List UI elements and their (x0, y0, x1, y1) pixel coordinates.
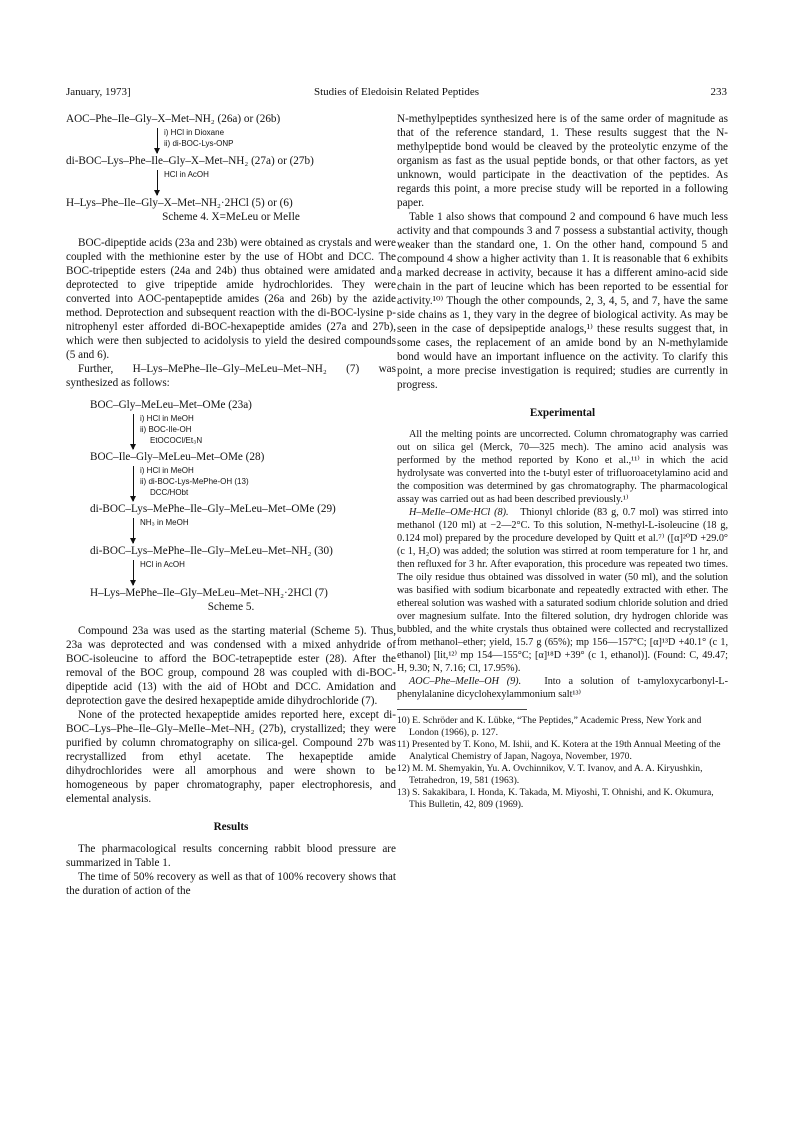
scheme5-reagent: HCl in AcOH (140, 560, 185, 569)
scheme4-reagent-1a: i) HCl in Dioxane (164, 128, 225, 137)
footnote: 11) Presented by T. Kono, M. Ishii, and K. Kotera at the 19th Annual Meeting of the Analytical Chemistry of Japan, Nagoya, November, 1970. (397, 739, 721, 762)
paragraph: None of the protected hexapeptide amides reported here, except di-BOC–Lys–Phe–Ile–Gly–MeIle–Met–NH₂ (27b), crystallized; they were purified by column chromatography on silica-gel. Compound 27b was recrystallized from ethyl acetate. The hexapeptide amide dihydrochlorides were all amorphous and were shown to be homogeneous by paper chromatography, paper electrophoresis, and elemental analysis. (66, 709, 396, 805)
scheme-4 (66, 112, 396, 224)
scheme4-compound-26: AOC–Phe–Ile–Gly–X–Met–NH₂ (26a) or (26b) (66, 113, 281, 125)
running-header (66, 86, 727, 102)
scheme4-reagent-1b: ii) di-BOC-Lys-ONP (164, 139, 234, 148)
scheme5-reagent: ii) di-BOC-Lys-MePhe-OH (13) (140, 477, 249, 486)
scheme4-reagent-2: HCl in AcOH (164, 170, 209, 179)
paragraph (397, 506, 728, 675)
header-date: January, 1973] (66, 86, 131, 98)
scheme4-arrow-1 (66, 126, 396, 154)
left-column (66, 112, 396, 898)
experimental-section (397, 428, 728, 701)
footnote: 12) M. M. Shemyakin, Yu. A. Ovchinnikov, V. T. Ivanov, and A. A. Kiryushkin, Tetrahedron, 19, 581 (1963). (397, 763, 703, 786)
scheme5-arrow-2 (66, 464, 396, 502)
results-heading: Results (213, 821, 249, 833)
scheme5-reagent: ii) BOC-Ile-OH (140, 425, 192, 434)
scheme4-arrow-2 (66, 168, 396, 196)
paragraph: Further, H–Lys–MePhe–Ile–Gly–MeLeu–Met–NH₂ (7) was synthesized as follows: (66, 363, 396, 389)
paragraph: Compound 23a was used as the starting material (Scheme 5). Thus, 23a was deprotected and was condensed with a mixed anhydride of BOC-isoleucine to afford the BOC-tetrapeptide ester (28). After the removal of the BOC group, compound 28 was coupled with di-BOC-dipeptide acid (13) with the aid of HObt and DCC. Amidation and deprotection gave the desired hexapeptide amide dihydrochloride (7). (66, 625, 396, 707)
paragraph (397, 675, 728, 701)
paragraph: Table 1 also shows that compound 2 and compound 6 have much less activity and that compounds 3 and 7 possess a substantial activity, though weaker than the standard one, 1. On the other hand, compound 5 and compound 4 show a higher activity than 1. It is reasonable that 6 exhibits a marked decrease in activity, because it has a different amino-acid side chain in the part of leucine which has been reported to be essential for activity.¹⁰⁾ Though the other compounds, 2, 3, 4, 5, and 7, have the same side chains as 1, they vary in the degree of biological activity. As may be seen in the case of depsipeptide analogs,¹⁾ these results suggest that, in some cases, the replacement of an amide bond by an N-methylamide bond would have an important influence on the activity. To clarify this point, a more precise investigation is required; studies are currently in progress. (397, 211, 728, 391)
footnote: 13) S. Sakakibara, I. Honda, K. Takada, M. Miyoshi, T. Ohnishi, and K. Okumura, This Bulletin, 42, 809 (1969). (397, 787, 714, 810)
scheme4-caption: Scheme 4. X=MeLeu or MeIle (162, 211, 300, 223)
paragraph: The pharmacological results concerning rabbit blood pressure are summarized in Table 1. (66, 843, 396, 869)
paragraph: N-methylpeptides synthesized here is of the same order of magnitude as that of the reference standard, 1. These results suggest that the N-methylpeptide bond would be cleaved by the proteolytic enzyme of the organism as fast as the usual peptide bonds, or that other factors, as yet unknown, would participate in the deactivation of the peptides. As regards this point, a more precise study will be reported in a following paper. (397, 113, 728, 209)
scheme4-product: H–Lys–Phe–Ile–Gly–X–Met–NH₂·2HCl (5) or (6) (66, 197, 293, 209)
scheme5-compound-29: di-BOC–Lys–MePhe–Ile–Gly–MeLeu–Met–OMe (29) (90, 503, 336, 515)
scheme5-arrow-3 (66, 516, 396, 544)
scheme5-arrow-4 (66, 558, 396, 586)
scheme5-product-7: H–Lys–MePhe–Ile–Gly–MeLeu–Met–NH₂·2HCl (7) (90, 587, 328, 599)
scheme5-compound-30: di-BOC–Lys–MePhe–Ile–Gly–MeLeu–Met–NH₂ (30) (90, 545, 333, 557)
scheme5-caption: Scheme 5. (207, 601, 255, 613)
scheme5-reagent: i) HCl in MeOH (140, 466, 194, 475)
header-title: Studies of Eledoisin Related Peptides (314, 86, 479, 98)
paragraph-body: Into a solution of t-amyloxycarbonyl-L-phenylalanine dicyclohexylammonium salt¹³⁾ (397, 676, 728, 700)
footnote-divider (397, 709, 527, 710)
scheme5-reagent: i) HCl in MeOH (140, 414, 194, 423)
scheme5-reagent: EtOCOCl/Et₃N (150, 436, 203, 445)
experimental-heading: Experimental (529, 407, 596, 419)
scheme5-compound-28: BOC–Ile–Gly–MeLeu–Met–OMe (28) (90, 451, 265, 463)
subsection-title: AOC–Phe–MeIle–OH (9). (409, 676, 522, 687)
page-number: 233 (710, 86, 727, 98)
right-column (397, 112, 728, 811)
paragraph: All the melting points are uncorrected. Column chromatography was carried out on silica gel (Merck, 70—325 mech). The amino acid analysis was performed by the method reported by Kono et al.,¹¹⁾ in which the acid hydrolysate was converted into the t-butyl ester of trifluoroacetylamino acid and the composition was determined by gas chromatography. The pharmacological assay was carried out as had been described previously.¹⁾ (397, 429, 728, 505)
paragraph: The time of 50% recovery as well as that of 100% recovery shows that the duration of action of the (66, 871, 396, 897)
scheme-5 (66, 398, 396, 614)
paragraph-body: Thionyl chloride (83 g, 0.7 mol) was stirred into methanol (120 ml) at −2—2°C. To this solution, N-methyl-L-isoleucine (18 g, 0.124 mol) prepared by the procedure developed by Quitt et al.⁷⁾ ([α]²⁰D +29.0° (c 1, H₂O) was added; the solution was stirred at room temperature for 1 hr, and then refluxed for 3 hr. After evaporation, this procedure was repeated two times. The oily residue thus obtained was dissolved in water (50 ml), and the solution was basified with sodium bicarbonate and repeatedly extracted with ether. The ethereal solution was washed with a saturated sodium chloride solution and dried over magnesium sulfate. Into the filtered solution, dry hydrogen chloride was bubbled, and the white crystals thus obtained were collected and recrystallized from methanol–ether; yield, 15.7 g (65%); mp 156—157°C; [α]¹³D +40.1° (c 1, ethanol) [lit,¹²⁾ mp 154—155°C; [α]¹⁸D +39° (c 1, ethanol)]. (Found: C, 49.47; H, 9.30; N, 7.16; Cl, 17.95%). (397, 507, 728, 674)
subsection-title: H–MeIle–OMe·HCl (8). (409, 507, 509, 518)
scheme4-compound-27: di-BOC–Lys–Phe–Ile–Gly–X–Met–NH₂ (27a) or (27b) (66, 155, 314, 167)
scheme5-arrow-1 (66, 412, 396, 450)
paragraph: BOC-dipeptide acids (23a and 23b) were obtained as crystals and were coupled with the methionine ester by the use of HObt and DCC. The BOC-tripeptide esters (24a and 24b) thus obtained were amidated and deprotected to give tripeptide amide hydrochlorides. They were converted into AOC-pentapeptide amides (26a and 26b) by the azide method. Deprotection and subsequent reaction with the di-BOC-lysine p-nitrophenyl ester afforded di-BOC-hexapeptide amides (27a and 27b), which were then subjected to acidolysis to yield the desired compounds (5 and 6). (66, 237, 396, 361)
footnotes (397, 715, 728, 811)
scheme5-reagent: DCC/HObt (150, 488, 189, 497)
scheme5-reagent: NH₃ in MeOH (140, 518, 189, 527)
footnote: 10) E. Schröder and K. Lübke, “The Peptides,” Academic Press, New York and London (1966), p. 127. (397, 715, 702, 738)
scheme5-compound-23a: BOC–Gly–MeLeu–Met–OMe (23a) (90, 399, 252, 411)
